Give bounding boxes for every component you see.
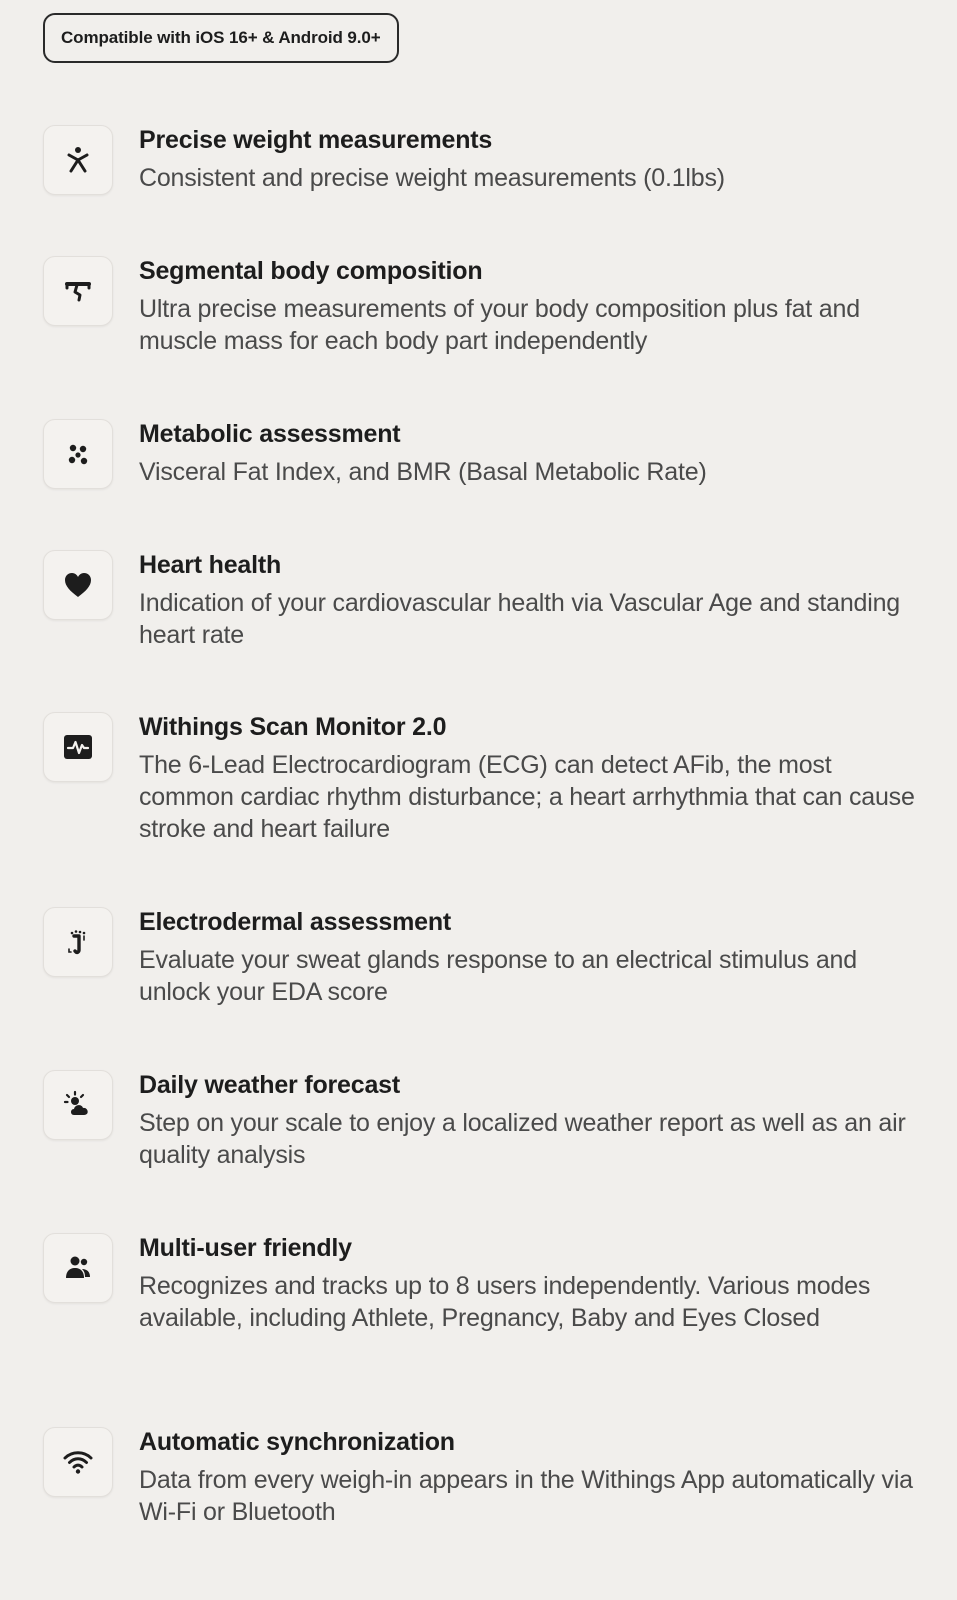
feature-icon-box (43, 1427, 113, 1497)
feature-description: Evaluate your sweat glands response to an electrical stimulus and unlock your EDA score (139, 946, 857, 1006)
feature-icon-box (43, 907, 113, 977)
feature-description: Visceral Fat Index, and BMR (Basal Metabolic Rate) (139, 458, 707, 486)
feature-icon-box (43, 1233, 113, 1303)
person-standing-icon (60, 142, 96, 178)
feature-title: Segmental body composition (139, 257, 483, 285)
feature-description: Indication of your cardiovascular health via Vascular Age and standing heart rate (139, 589, 901, 649)
body-segment-icon (60, 273, 96, 309)
wifi-icon (60, 1444, 96, 1480)
feature-title: Heart health (139, 551, 282, 579)
feature-icon-box (43, 550, 113, 620)
sun-cloud-icon (60, 1087, 96, 1123)
compatibility-badge-label: Compatible with iOS 16+ & Android 9.0+ (61, 28, 381, 47)
feature-description: Step on your scale to enjoy a localized weather report as well as an air quality analysis (139, 1109, 906, 1169)
feature-title: Daily weather forecast (139, 1071, 400, 1099)
feature-icon-box (43, 125, 113, 195)
users-icon (60, 1250, 96, 1286)
metabolic-dots-icon (60, 436, 96, 472)
heart-icon (60, 567, 96, 603)
feature-description: Ultra precise measurements of your body composition plus fat and muscle mass for each body part independently (139, 295, 860, 355)
ecg-pulse-icon (60, 729, 96, 765)
feature-icon-box (43, 1070, 113, 1140)
foot-sweat-icon (60, 924, 96, 960)
feature-description: Data from every weigh-in appears in the Withings App automatically via Wi-Fi or Bluetooth (139, 1466, 913, 1526)
feature-title: Electrodermal assessment (139, 908, 452, 936)
feature-title: Automatic synchronization (139, 1428, 455, 1456)
feature-icon-box (43, 419, 113, 489)
feature-title: Multi-user friendly (139, 1234, 352, 1262)
feature-title: Precise weight measurements (139, 126, 493, 154)
feature-title: Metabolic assessment (139, 420, 401, 448)
feature-title: Withings Scan Monitor 2.0 (139, 713, 447, 741)
feature-icon-box (43, 256, 113, 326)
feature-description: Recognizes and tracks up to 8 users independently. Various modes available, including Athlete, Pregnancy, Baby and Eyes Closed (139, 1272, 871, 1332)
feature-icon-box (43, 712, 113, 782)
feature-description: Consistent and precise weight measurements (0.1lbs) (139, 164, 725, 192)
feature-description: The 6-Lead Electrocardiogram (ECG) can detect AFib, the most common cardiac rhythm disturbance; a heart arrhythmia that can cause stroke and heart failure (139, 751, 915, 843)
